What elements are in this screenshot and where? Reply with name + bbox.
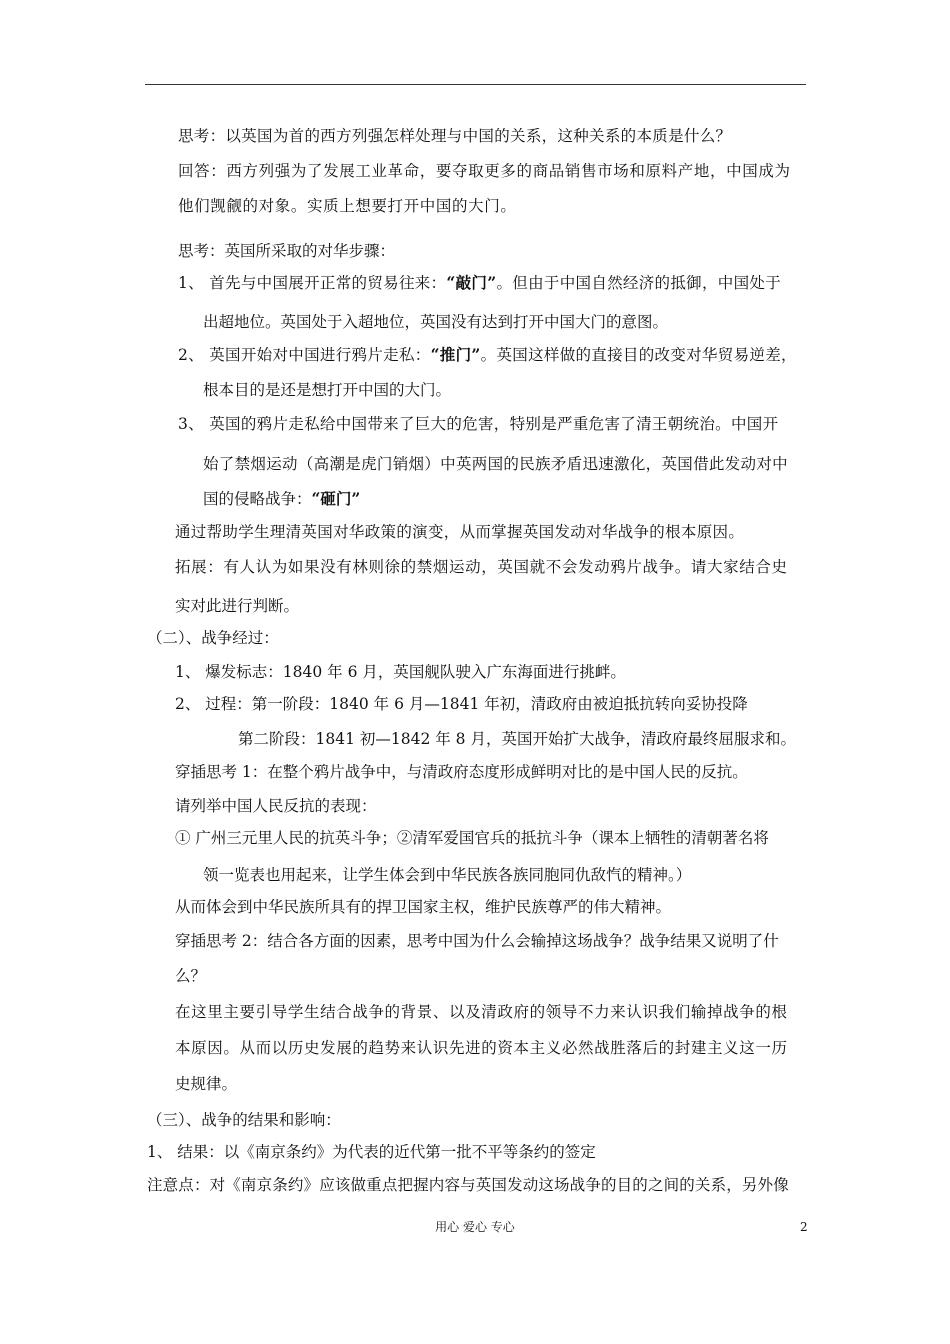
line-extend-cont: 实对此进行判断。 [175,597,300,615]
line-step-3-cont-1: 始了禁烟运动（高潮是虎门销烟）中英两国的民族矛盾迅速激化，英国借此发动对中 [203,455,788,473]
line-think-2: 思考：英国所采取的对华步骤： [178,242,396,260]
page-number: 2 [800,1220,808,1234]
step-1-text-rest: 。但由于中国自然经济的抵御，中国处于 [496,274,782,292]
line-result: 1、 结果：以《南京条约》为代表的近代第一批不平等条约的签定 [147,1143,596,1161]
step-2-keyword: “推门” [430,345,481,364]
line-resistance: ① 广州三元里人民的抗英斗争；②清军爱国官兵的抵抗斗争（课本上牺牲的清朝著名将 [175,829,769,847]
line-guide-2: 本原因。从而以历史发展的趋势来认识先进的资本主义必然战胜落后的封建主义这一历 [175,1039,788,1057]
footer-slogan: 用心 爱心 专心 [435,1220,515,1234]
line-extend: 拓展：有人认为如果没有林则徐的禁烟运动，英国就不会发动鸦片战争。请大家结合史 [175,558,788,576]
step-2-text-rest: 。英国这样做的直接目的改变对华贸易逆差， [480,346,797,364]
line-spirit: 从而体会到中华民族所具有的捍卫国家主权，维护民族尊严的伟大精神。 [175,898,672,916]
line-insert-think-1: 穿插思考 1：在整个鸦片战争中，与清政府态度形成鲜明对比的是中国人民的反抗。 [175,763,748,781]
line-list-prompt: 请列举中国人民反抗的表现： [175,797,377,815]
line-process: 2、 过程：第一阶段：1840 年 6 月—1841 年初，清政府由被迫抵抗转向妥协投降 [175,695,748,713]
line-note: 注意点：对《南京条约》应该做重点把握内容与英国发动这场战争的目的之间的关系，另外像 [147,1176,789,1194]
line-outbreak: 1、 爆发标志：1840 年 6 月，英国舰队驶入广东海面进行挑衅。 [175,663,626,681]
header-rule [145,84,806,85]
line-guide-1: 在这里主要引导学生结合战争的背景、以及清政府的领导不力来认识我们输掉战争的根 [175,1003,788,1021]
line-process-stage-2: 第二阶段：1841 初—1842 年 8 月，英国开始扩大战争，清政府最终屈服求和。 [238,730,796,748]
section-3-heading: （三）、战争的结果和影响： [147,1111,341,1129]
step-1-keyword: “敲门” [446,273,497,292]
line-step-1 [178,273,781,293]
step-3-text: 国的侵略战争： [203,490,312,508]
step-1-text: 1、 首先与中国展开正常的贸易往来： [178,274,447,292]
line-step-1-cont: 出超地位。英国处于入超地位，英国没有达到打开中国大门的意图。 [203,313,669,331]
line-insert-think-2-cont: 么？ [175,967,207,985]
line-answer-1: 回答：西方列强为了发展工业革命，要夺取更多的商品销售市场和原料产地，中国成为 [178,162,791,180]
step-2-text: 2、 英国开始对中国进行鸦片走私： [178,346,431,364]
line-step-3-cont-2 [203,489,360,509]
line-answer-2: 他们觊觎的对象。实质上想要打开中国的大门。 [178,197,517,215]
line-insert-think-2: 穿插思考 2：结合各方面的因素，思考中国为什么会输掉这场战争？战争结果又说明了什 [175,932,779,950]
line-step-3: 3、 英国的鸦片走私给中国带来了巨大的危害，特别是严重危害了清王朝统治。中国开 [178,415,779,433]
line-resistance-cont: 领一览表也用起来，让学生体会到中华民族各族同胞同仇敌忾的精神。） [203,866,692,884]
step-3-keyword: “砸门” [311,489,361,508]
line-step-2-cont: 根本目的是还是想打开中国的大门。 [203,381,452,399]
line-think-1: 思考：以英国为首的西方列强怎样处理与中国的关系，这种关系的本质是什么？ [178,127,732,145]
line-step-2 [178,345,797,365]
line-summary: 通过帮助学生理清英国对华政策的演变，从而掌握英国发动对华战争的根本原因。 [175,523,745,541]
section-2-heading: （二）、战争经过： [147,629,279,647]
line-guide-3: 史规律。 [175,1075,238,1093]
